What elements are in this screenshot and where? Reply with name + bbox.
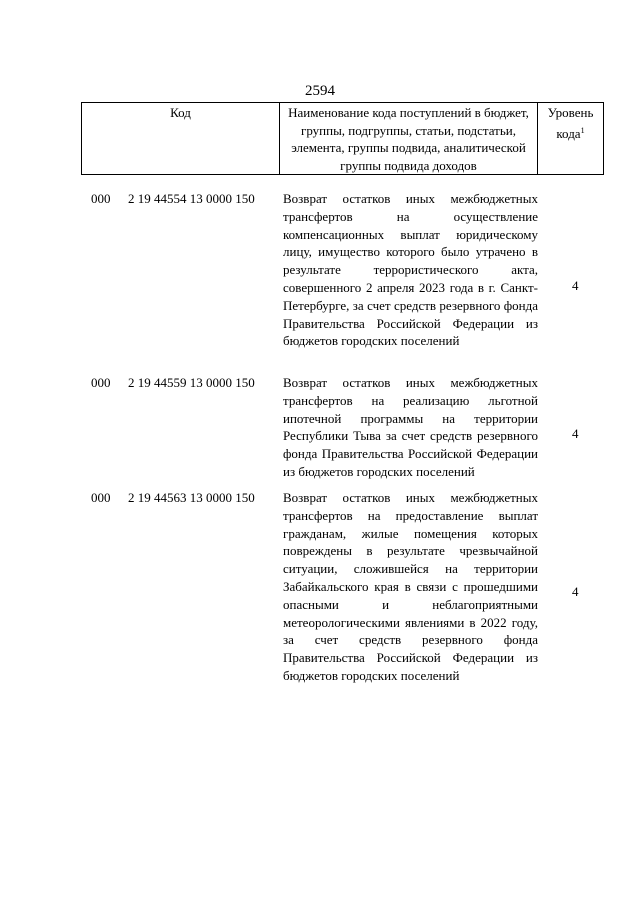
header-level-label: Уровень кода [547, 105, 594, 141]
code-description: Возврат остатков иных межбюджетных трансфертов на реализацию льготной ипотечной программы на территории Республики Тыва за счет средств резервного фонда Правительства Российской Федерации из бюджетов городских поселений [283, 375, 538, 479]
admin-code: 000 [91, 490, 111, 505]
code-level: 4 [572, 278, 579, 293]
code-description: Возврат остатков иных межбюджетных трансфертов на осуществление компенсационных выплат юридическому лицу, имущество которого было утрачено в результате террористического акта, совершенного 2 апреля 2023 года в г. Санкт-Петербурге, за счет средств резервного фонда Правительства Российской Федерации из бюджетов городских поселений [283, 191, 538, 349]
header-name-label: Наименование кода поступлений в бюджет, группы, подгруппы, статьи, подстатьи, элемента, группы подвида, аналитической группы подвида доходов [288, 105, 529, 173]
header-name-cell [280, 103, 538, 175]
header-code-label: Код [170, 105, 191, 120]
admin-code: 000 [91, 375, 111, 390]
budget-code: 2 19 44559 13 0000 150 [128, 375, 255, 390]
code-level: 4 [572, 426, 579, 441]
budget-code: 2 19 44563 13 0000 150 [128, 490, 255, 505]
admin-code: 000 [91, 191, 111, 206]
header-level-footnote: 1 [580, 125, 585, 135]
budget-code: 2 19 44554 13 0000 150 [128, 191, 255, 206]
code-level: 4 [572, 584, 579, 599]
code-description: Возврат остатков иных межбюджетных трансфертов на предоставление выплат гражданам, жилые помещения которых повреждены в результате чрезвычайной ситуации, сложившейся на территории Забайкальского края в связи с прошедшими опасными и неблагоприятными метеорологическими явлениями в 2022 году, за счет средств резервного фонда Правительства Российской Федерации из бюджетов городских поселений [283, 490, 538, 683]
table-header [81, 102, 604, 175]
header-code-cell [82, 103, 280, 175]
page-number: 2594 [305, 83, 335, 99]
header-level-cell [538, 103, 604, 175]
